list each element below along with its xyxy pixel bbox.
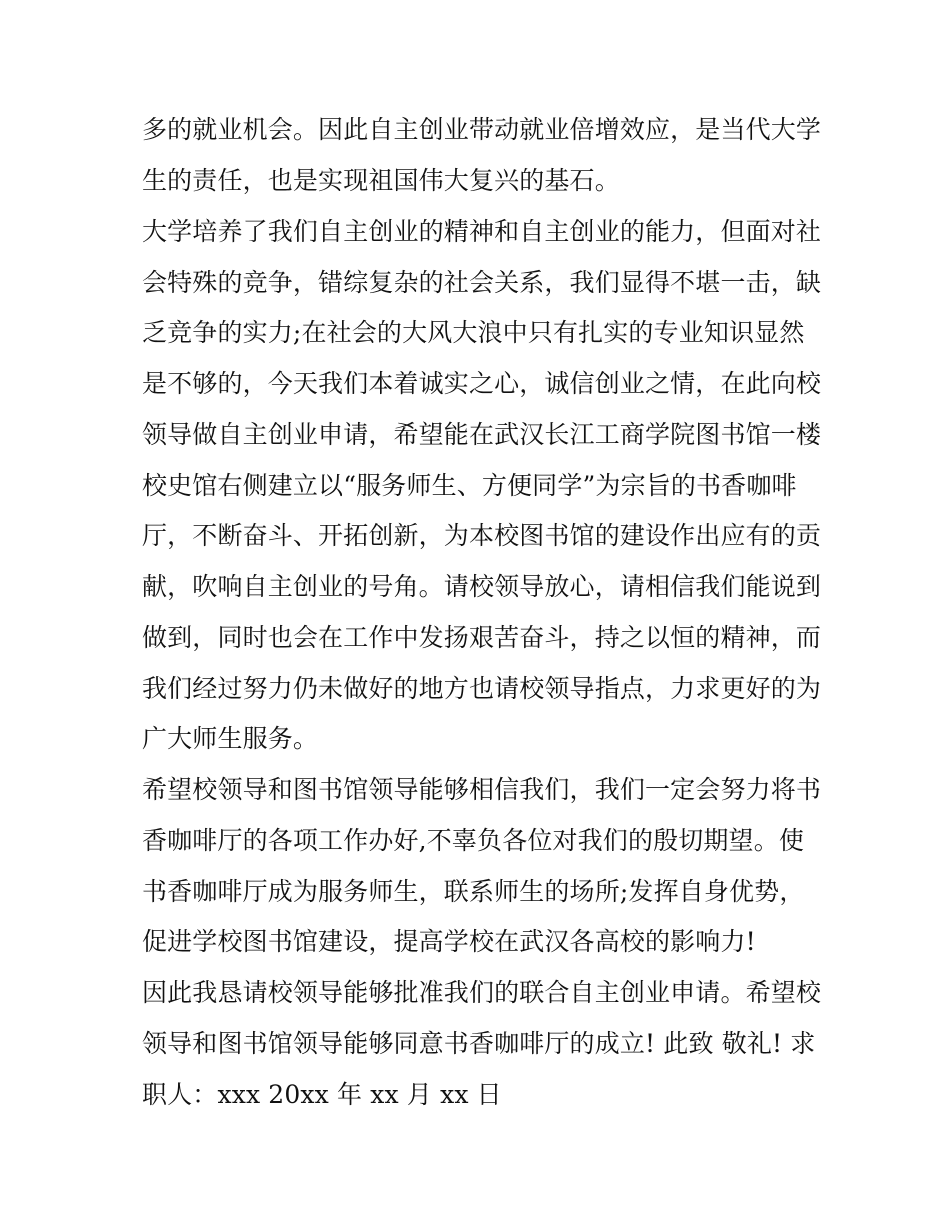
text-line: 做到，同时也会在工作中发扬艰苦奋斗，持之以恒的精神，而 — [142, 623, 822, 652]
text-line: 希望校领导和图书馆领导能够相信我们，我们一定会努力将书 — [142, 775, 822, 804]
text-line: 因此我恳请校领导能够批准我们的联合自主创业申请。希望校 — [142, 978, 822, 1007]
text-line: 书香咖啡厅成为服务师生，联系师生的场所;发挥自身优势， — [142, 877, 805, 906]
text-line: 会特殊的竞争，错综复杂的社会关系，我们显得不堪一击，缺 — [142, 268, 822, 297]
text-line: 校史馆右侧建立以“服务师生、方便同学”为宗旨的书香咖啡 — [142, 471, 797, 500]
text-line: 我们经过努力仍未做好的地方也请校领导指点，力求更好的为 — [142, 674, 822, 703]
text-line: 厅，不断奋斗、开拓创新，为本校图书馆的建设作出应有的贡 — [142, 521, 822, 550]
text-line: 领导和图书馆领导能够同意书香咖啡厅的成立! 此致 敬礼! 求 — [142, 1029, 816, 1058]
text-line: 大学培养了我们自主创业的精神和自主创业的能力，但面对社 — [142, 217, 822, 246]
text-line: 献，吹响自主创业的号角。请校领导放心，请相信我们能说到 — [142, 572, 822, 601]
text-line: 促进学校图书馆建设，提高学校在武汉各高校的影响力! — [142, 927, 756, 956]
text-line: 生的责任，也是实现祖国伟大复兴的基石。 — [142, 166, 620, 195]
text-line: 广大师生服务。 — [142, 724, 319, 753]
text-line: 多的就业机会。因此自主创业带动就业倍增效应，是当代大学 — [142, 115, 822, 144]
text-line: 领导做自主创业申请，希望能在武汉长江工商学院图书馆一楼 — [142, 420, 822, 449]
text-line: 香咖啡厅的各项工作办好,不辜负各位对我们的殷切期望。使 — [142, 826, 804, 855]
text-line: 是不够的，今天我们本着诚实之心，诚信创业之情，在此向校 — [142, 369, 822, 398]
text-line: 乏竞争的实力;在社会的大风大浪中只有扎实的专业知识显然 — [142, 318, 805, 347]
text-line: 职人：xxx 20xx 年 xx 月 xx 日 — [142, 1080, 502, 1109]
